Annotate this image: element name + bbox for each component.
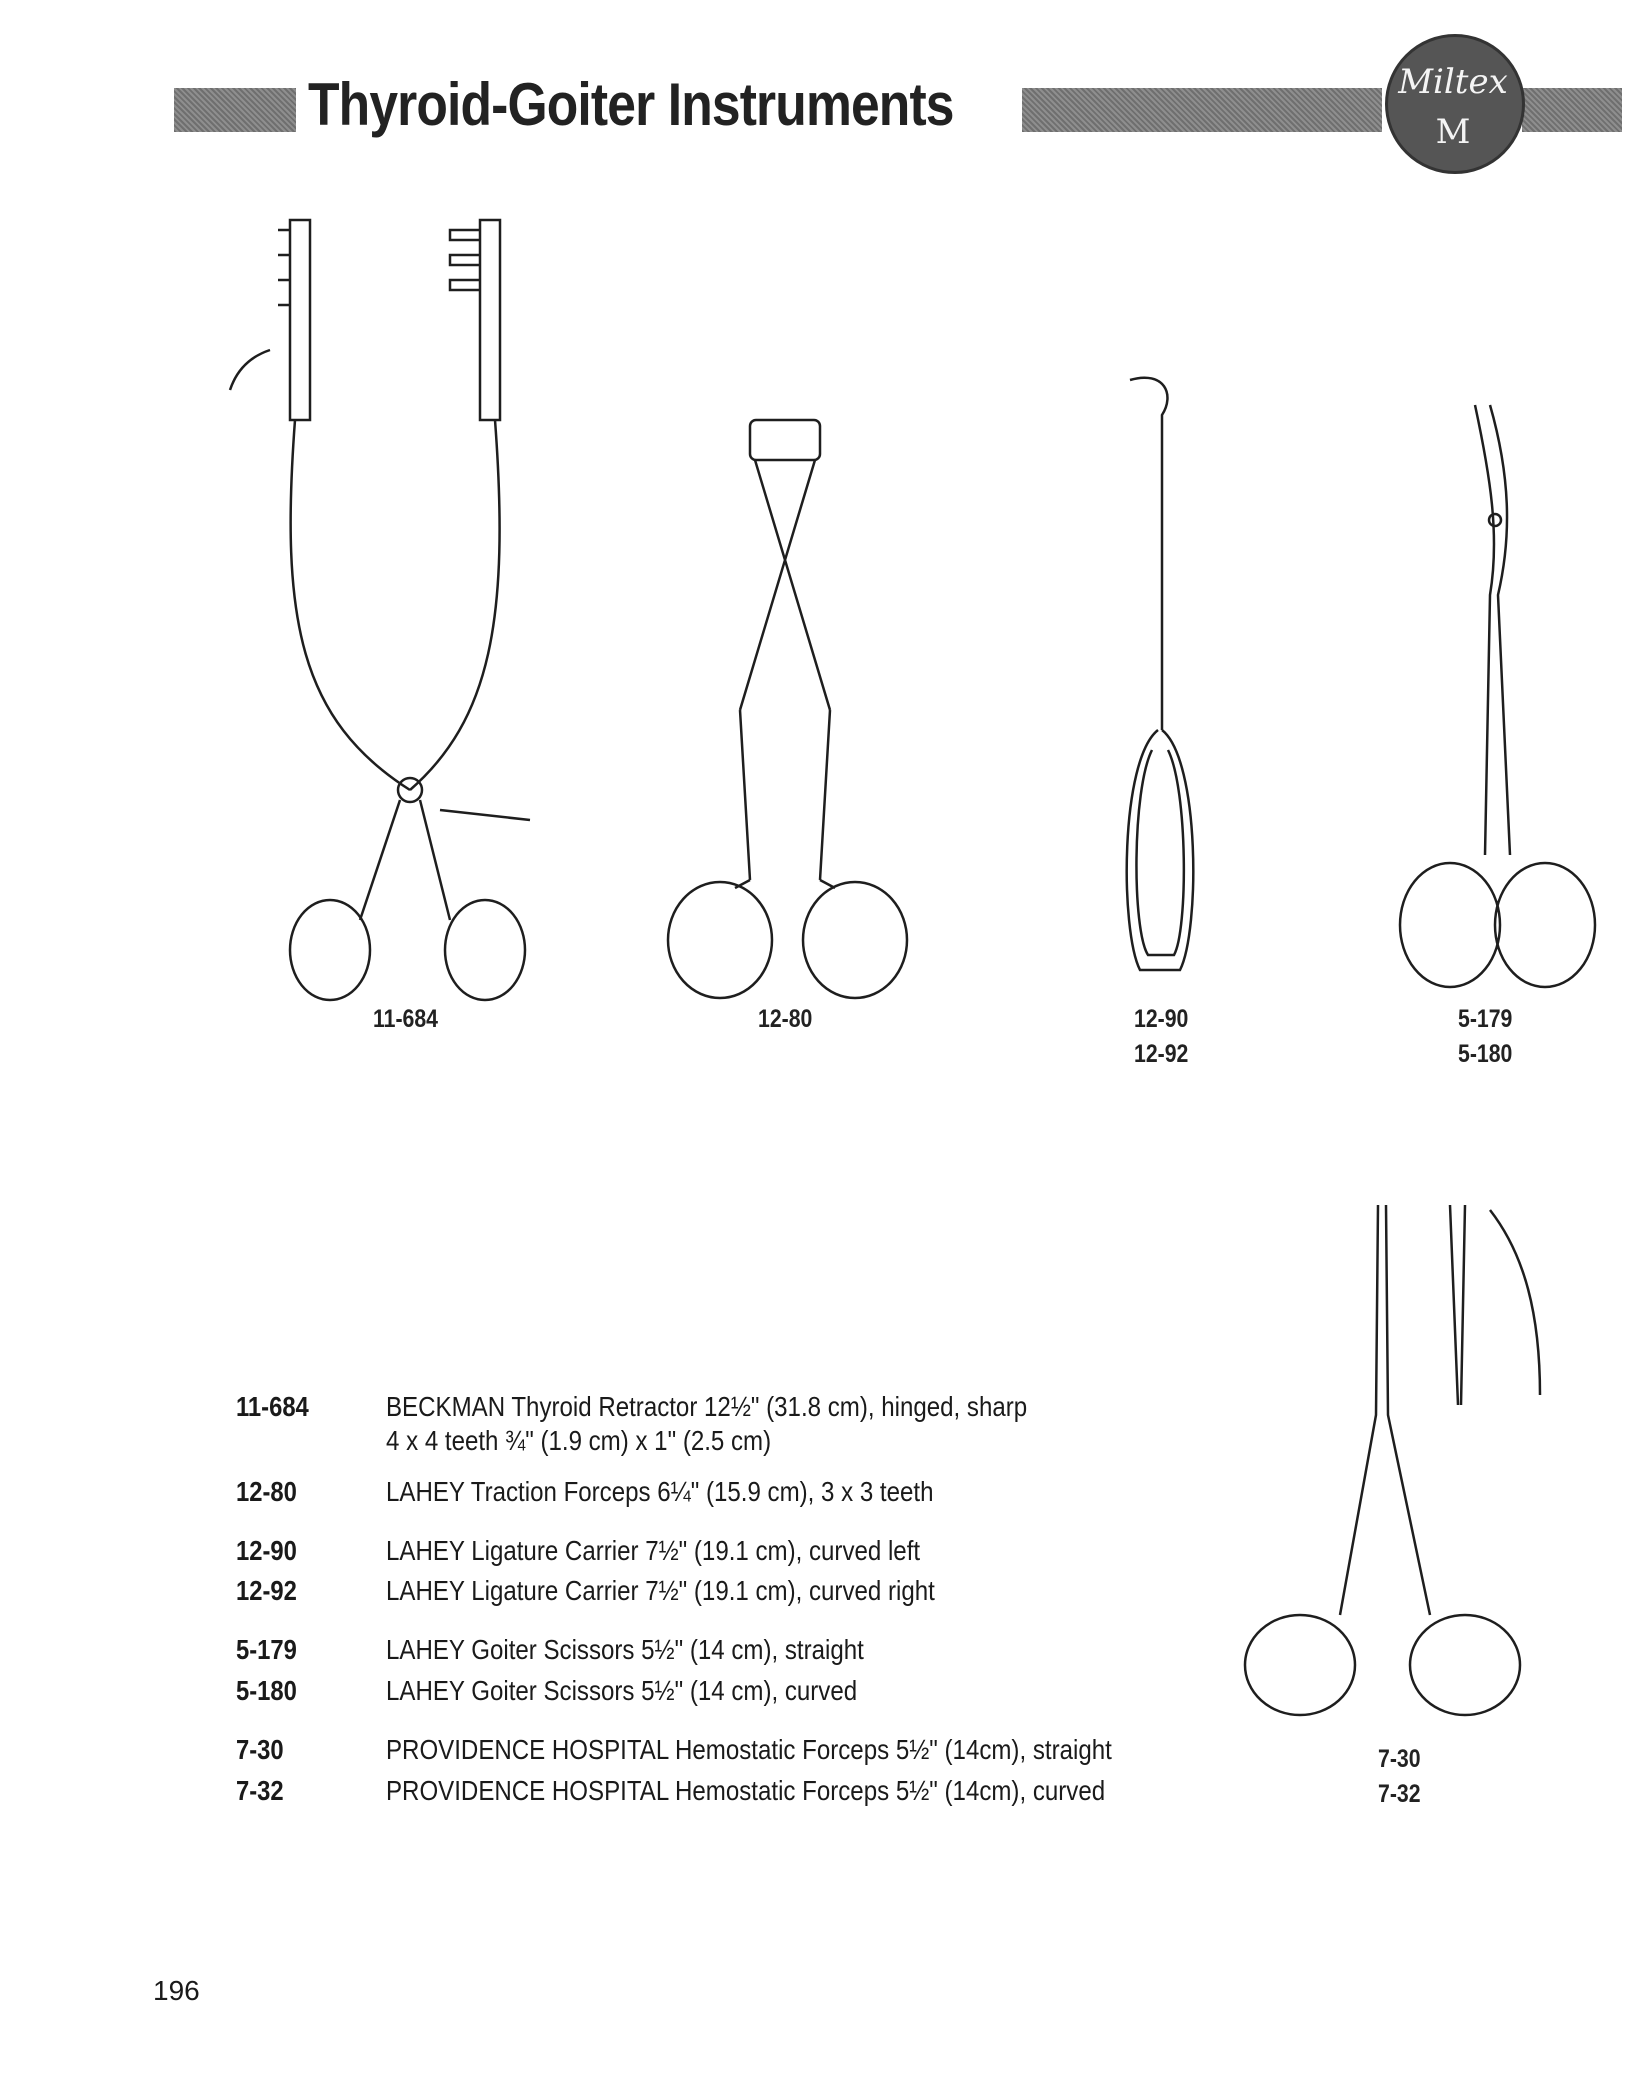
traction-forceps-illustration [640, 410, 920, 1010]
catalog-description: LAHEY Traction Forceps 6¼" (15.9 cm), 3 x 3 teeth [386, 1476, 934, 1507]
catalog-code: 7-32 [236, 1775, 284, 1806]
figure-label-7-32: 7-32 [1378, 1780, 1421, 1808]
catalog-code: 11-684 [236, 1391, 309, 1422]
catalog-description: BECKMAN Thyroid Retractor 12½" (31.8 cm), hinged, sharp [386, 1391, 1028, 1422]
catalog-code: 5-179 [236, 1634, 297, 1665]
header-bar-left [174, 88, 296, 132]
catalog-code: 12-80 [236, 1476, 297, 1507]
header-bar-end [1522, 88, 1622, 132]
ligature-carrier-illustration [1100, 370, 1220, 990]
retractor-illustration [200, 200, 530, 1000]
catalog-description: LAHEY Ligature Carrier 7½" (19.1 cm), curved left [386, 1535, 921, 1566]
page-title: Thyroid-Goiter Instruments [308, 71, 954, 138]
catalog-code: 12-92 [236, 1575, 297, 1606]
figure-label-7-30: 7-30 [1378, 1745, 1421, 1773]
logo-mark: M [1435, 112, 1471, 152]
catalog-description: LAHEY Goiter Scissors 5½" (14 cm), curved [386, 1675, 858, 1706]
catalog-code: 5-180 [236, 1675, 297, 1706]
catalog-description: PROVIDENCE HOSPITAL Hemostatic Forceps 5½" (14cm), straight [386, 1734, 1112, 1765]
figure-label-11-684: 11-684 [373, 1005, 438, 1033]
figure-label-12-90: 12-90 [1134, 1005, 1189, 1033]
miltex-logo [1385, 34, 1525, 174]
figure-label-5-180: 5-180 [1458, 1040, 1513, 1068]
catalog-code: 7-30 [236, 1734, 284, 1765]
header-bar-right [1022, 88, 1382, 132]
catalog-description: 4 x 4 teeth ¾" (1.9 cm) x 1" (2.5 cm) [386, 1425, 772, 1456]
figure-label-12-92: 12-92 [1134, 1040, 1189, 1068]
logo-script: Miltex [1398, 62, 1508, 102]
page-number: 196 [153, 1975, 200, 2006]
goiter-scissors-illustration [1380, 395, 1610, 995]
hemostatic-forceps-illustration [1240, 1195, 1540, 1735]
catalog-code: 12-90 [236, 1535, 297, 1566]
figure-label-5-179: 5-179 [1458, 1005, 1513, 1033]
figure-label-12-80: 12-80 [758, 1005, 813, 1033]
catalog-description: LAHEY Goiter Scissors 5½" (14 cm), straight [386, 1634, 864, 1665]
catalog-description: LAHEY Ligature Carrier 7½" (19.1 cm), curved right [386, 1575, 935, 1606]
catalog-description: PROVIDENCE HOSPITAL Hemostatic Forceps 5½" (14cm), curved [386, 1775, 1106, 1806]
